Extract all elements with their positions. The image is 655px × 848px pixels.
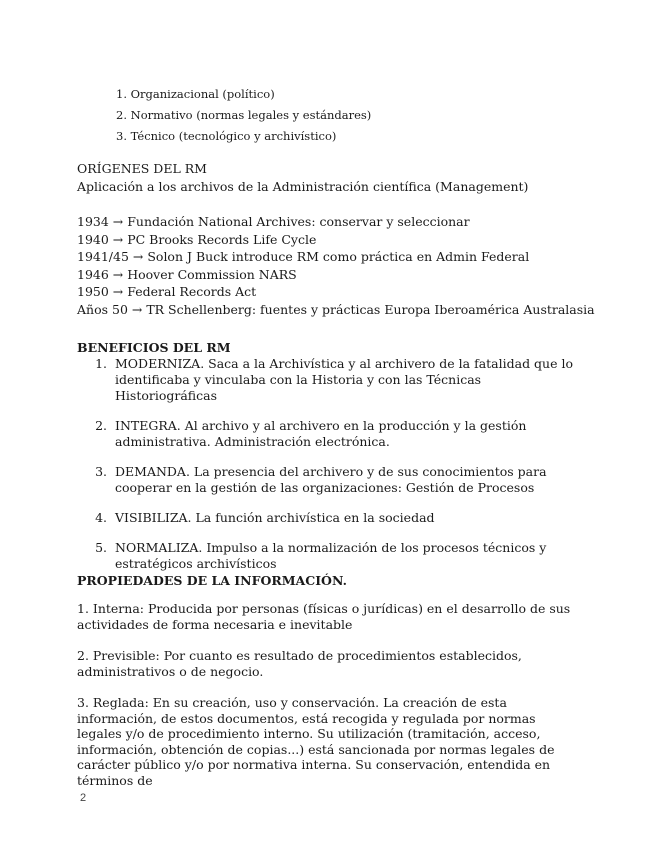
origins-section <box>77 160 637 318</box>
timeline-entry: 1946 → Hoover Commission NARS <box>77 266 297 282</box>
benefit-number: 4. <box>95 510 107 525</box>
benefit-item <box>77 418 582 450</box>
benefit-item <box>77 540 582 572</box>
properties-heading: PROPIEDADES DE LA INFORMACIÓN. <box>77 573 347 588</box>
property-paragraph: 2. Previsible: Por cuanto es resultado de procedimientos establecidos, administrativos o de negocio. <box>77 648 522 679</box>
timeline-entry: 1950 → Federal Records Act <box>77 284 257 299</box>
timeline-entry: Años 50 → TR Schellenberg: fuentes y prácticas Europa Iberoamérica Australasia <box>77 301 595 317</box>
property-paragraph: 1. Interna: Producida por personas (físicas o jurídicas) en el desarrollo de sus actividades de forma necesaria e inevitable <box>77 601 571 632</box>
benefit-item <box>77 464 582 496</box>
benefit-number: 1. <box>95 356 107 371</box>
origins-subtitle: Aplicación a los archivos de la Administración científica (Management) <box>77 178 529 194</box>
timeline-entry: 1940 → PC Brooks Records Life Cycle <box>77 231 317 247</box>
properties-section <box>77 601 577 804</box>
list-item: 3. Técnico (tecnológico y archivístico) <box>116 129 337 143</box>
benefits-heading: BENEFICIOS DEL RM <box>77 340 231 355</box>
benefit-text: DEMANDA. La presencia del archivero y de sus conocimientos para cooperar en la gestión de las organizaciones: Gestión de Procesos <box>115 464 547 495</box>
top-numbered-list <box>116 84 371 147</box>
benefit-text: INTEGRA. Al archivo y al archivero en la producción y la gestión administrativa. Administración electrónica. <box>115 418 527 449</box>
benefit-text: MODERNIZA. Saca a la Archivística y al archivero de la fatalidad que lo identificaba y vinculaba con la Historia y con las Técnicas Historiográficas <box>115 356 573 403</box>
benefits-list <box>77 356 582 586</box>
benefit-text: VISIBILIZA. La función archivística en la sociedad <box>115 510 435 525</box>
spacer <box>77 195 637 213</box>
property-paragraph: 3. Reglada: En su creación, uso y conservación. La creación de esta información, de estos documentos, está recogida y regulada por normas legales y/o de procedimiento interno. Su utilización (tramitación, acceso, información, obtención de copias...) está sancionada por normas legales de carácter público y/o por normativa interna. Su conservación, entendida en términos de <box>77 695 555 788</box>
list-item: 2. Normativo (normas legales y estándares) <box>116 108 372 122</box>
benefit-text: NORMALIZA. Impulso a la normalización de los procesos técnicos y estratégicos archivísticos <box>115 540 547 571</box>
list-item: 1. Organizacional (político) <box>116 87 275 101</box>
page-number: 2 <box>80 792 87 804</box>
benefit-number: 3. <box>95 464 107 479</box>
timeline-entry: 1934 → Fundación National Archives: conservar y seleccionar <box>77 214 470 229</box>
benefit-item <box>77 356 582 404</box>
benefit-number: 2. <box>95 418 107 433</box>
timeline-entry: 1941/45 → Solon J Buck introduce RM como práctica en Admin Federal <box>77 249 530 264</box>
benefit-number: 5. <box>95 540 107 555</box>
benefit-item <box>77 510 582 526</box>
origins-heading: ORÍGENES DEL RM <box>77 161 207 176</box>
